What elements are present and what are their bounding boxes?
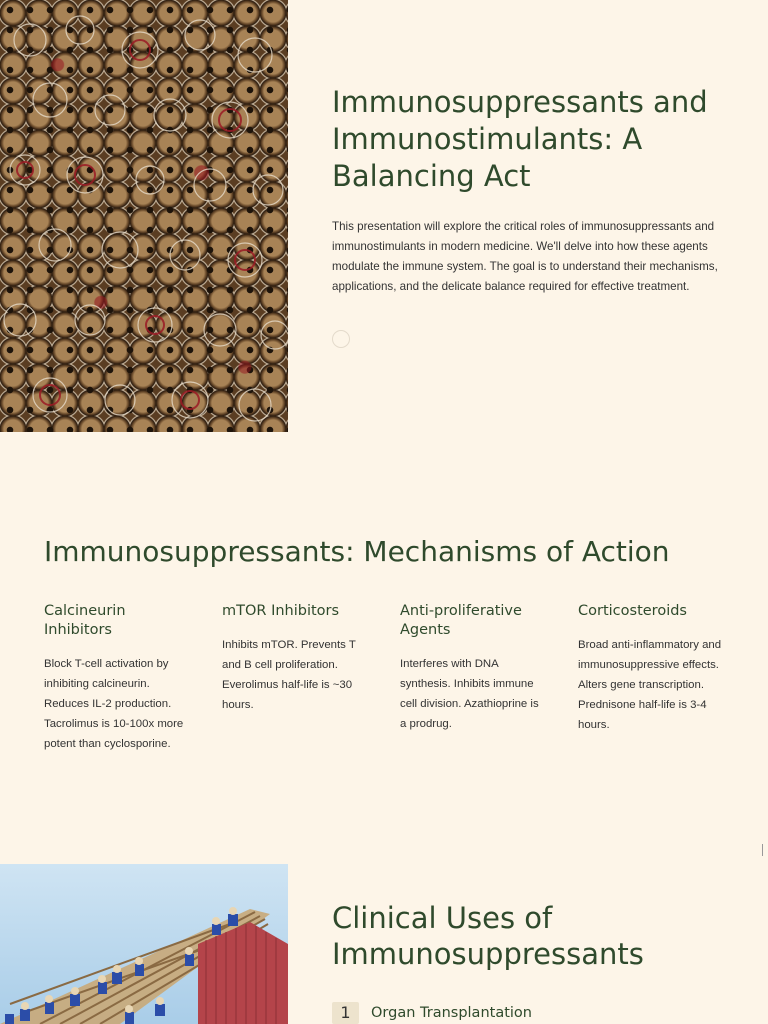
section-title: Immunosuppressants: Mechanisms of Action	[44, 535, 670, 568]
slide-title: Immunosuppressants and Immunostimulants: A Balancing Act	[332, 85, 708, 193]
item-number-badge: 1	[332, 1002, 359, 1024]
mechanism-card	[44, 602, 190, 754]
slide-mechanisms	[0, 432, 768, 864]
mechanism-title: Calcineurin Inhibitors	[44, 603, 126, 638]
list-item	[332, 1002, 532, 1024]
loading-spinner-icon	[332, 330, 350, 348]
section-title: Clinical Uses of Immunosuppressants	[332, 901, 644, 971]
mechanism-description: Broad anti-inflammatory and immunosuppressive effects. Alters gene transcription. Prednisone half-life is 3-4 hours.	[578, 639, 722, 731]
slide-intro	[0, 0, 768, 432]
mechanism-title: Anti-proliferative Agents	[400, 603, 522, 638]
barn-raising-photo	[0, 864, 288, 1024]
mechanism-title: mTOR Inhibitors	[222, 603, 340, 619]
mechanism-title: Corticosteroids	[578, 603, 687, 619]
cell-micrograph-image	[0, 0, 288, 432]
mechanism-description: Block T-cell activation by inhibiting calcineurin. Reduces IL-2 production. Tacrolimus is 10-100x more potent than cyclosporine.	[44, 658, 184, 750]
item-label: Organ Transplantation	[371, 1005, 532, 1021]
mechanism-description: Inhibits mTOR. Prevents T and B cell proliferation. Everolimus half-life is ~30 hours.	[222, 639, 356, 711]
mechanism-card	[400, 602, 546, 734]
scrollbar-marker[interactable]	[762, 844, 763, 856]
mechanism-card	[578, 602, 724, 735]
mechanism-card	[222, 602, 368, 715]
mechanism-description: Interferes with DNA synthesis. Inhibits immune cell division. Azathioprine is a prodrug.	[400, 658, 539, 730]
slide-intro-text: This presentation will explore the critical roles of immunosuppressants and immunostimulants in modern medicine. We'll delve into how these agents modulate the immune system. The goal is to understand their mechanisms, applications, and the delicate balance required for effective treatment.	[332, 220, 718, 293]
slide-clinical-uses	[0, 864, 768, 1024]
